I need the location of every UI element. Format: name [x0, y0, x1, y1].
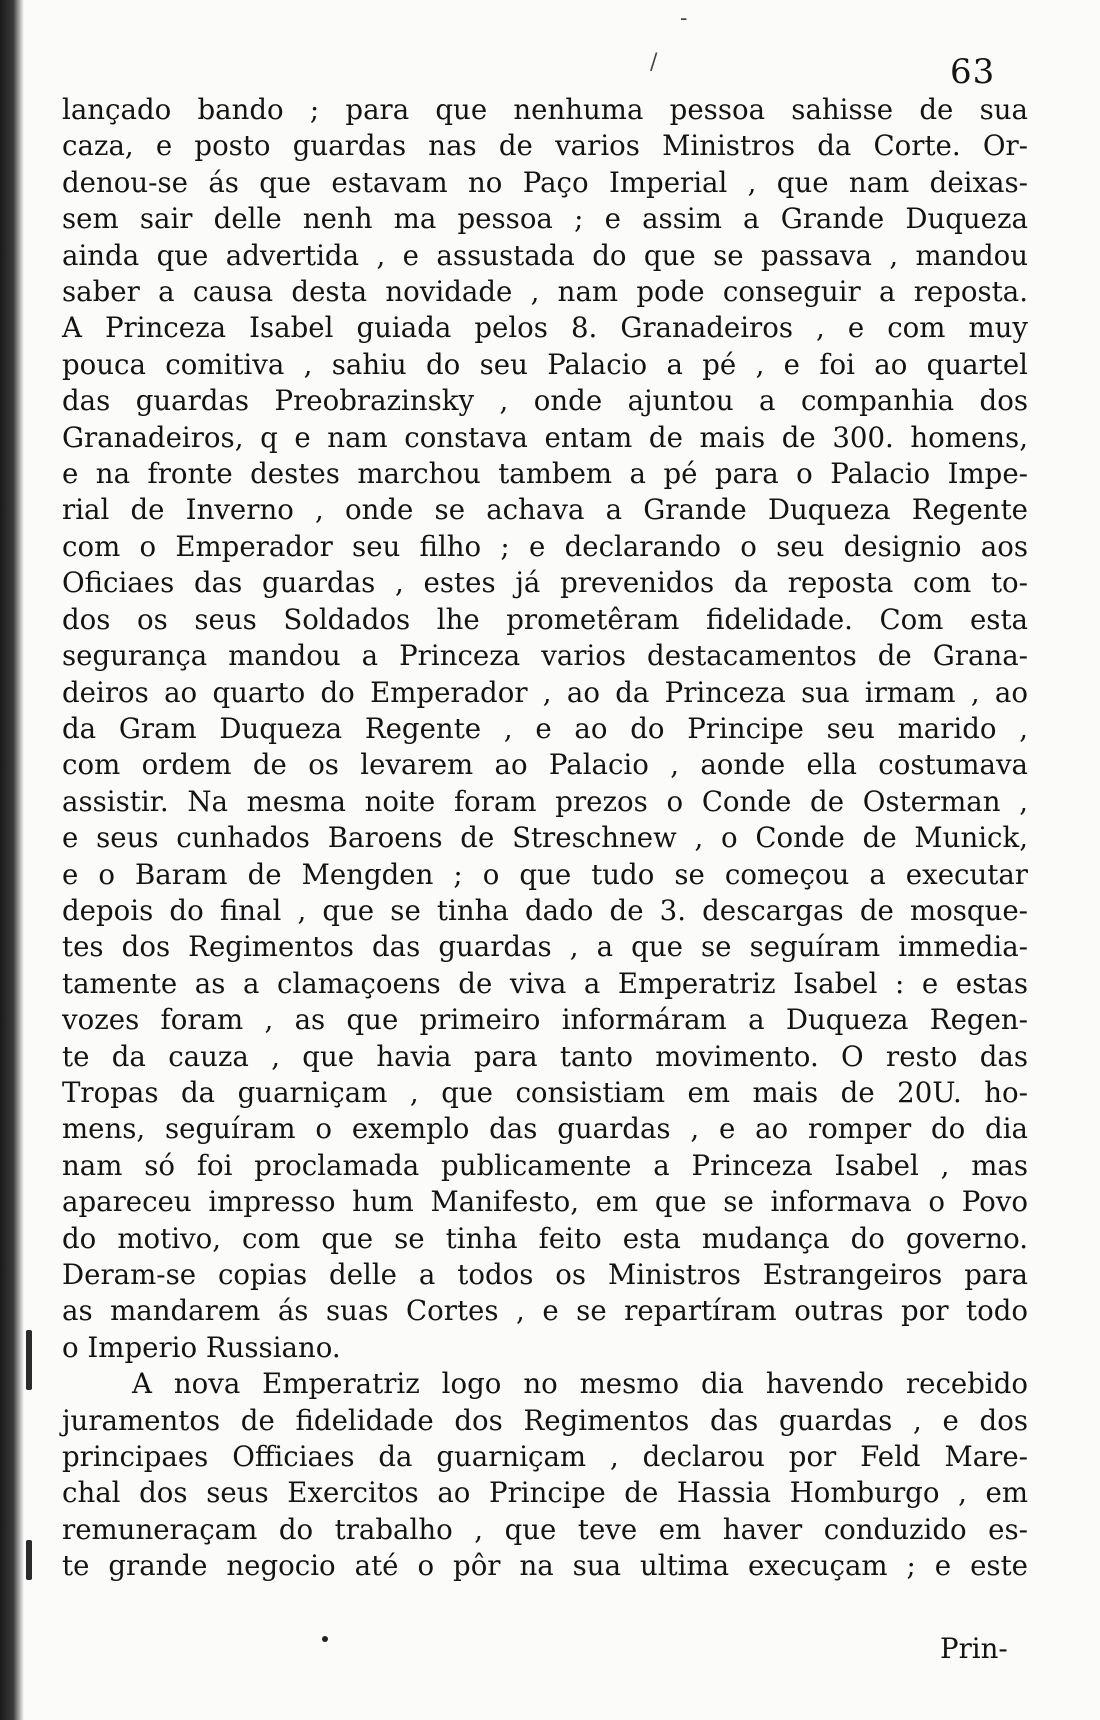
text-line: dos os seus Soldados lhe prometêram fidelidade. Com esta: [62, 602, 1028, 636]
stray-mark: -: [680, 6, 688, 31]
text-line: com o Emperador seu filho ; e declarando o seu designio aos: [62, 529, 1028, 563]
text-line: deiros ao quarto do Emperador , ao da Princeza sua irmam , ao: [62, 675, 1028, 709]
ink-spot: [322, 1636, 328, 1642]
body-text: [62, 92, 1028, 1585]
text-line: da Gram Duqueza Regente , e ao do Principe seu marido ,: [62, 711, 1028, 745]
text-line: te da cauza , que havia para tanto movimento. O resto das: [62, 1039, 1028, 1073]
stray-mark: /: [650, 50, 658, 75]
text-line: A Princeza Isabel guiada pelos 8. Granadeiros , e com muy: [62, 311, 1028, 345]
text-line: o Imperio Russiano.: [62, 1330, 341, 1364]
text-line: e seus cunhados Baroens de Streschnew , o Conde de Munick,: [62, 821, 1028, 855]
text-line: pouca comitiva , sahiu do seu Palacio a pé , e foi ao quartel: [62, 347, 1028, 381]
text-line: tamente as a clamaçoens de viva a Emperatriz Isabel : e estas: [62, 966, 1028, 1000]
text-line: apareceu impresso hum Manifesto, em que se informava o Povo: [62, 1185, 1028, 1219]
text-line: denou-se ás que estavam no Paço Imperial , que nam deixas-: [62, 165, 1028, 199]
text-line: tes dos Regimentos das guardas , a que se seguíram immedia-: [62, 930, 1028, 964]
text-line: ainda que advertida , e assustada do que se passava , mandou: [62, 238, 1028, 272]
spine-mark: [26, 1330, 32, 1390]
text-line: e o Baram de Mengden ; o que tudo se começou a executar: [62, 857, 1028, 891]
catchword: Prin-: [940, 1632, 1008, 1665]
text-line: Granadeiros, q e nam constava entam de mais de 300. homens,: [62, 420, 1028, 454]
page-spine-shadow: [0, 0, 24, 1720]
text-line: saber a causa desta novidade , nam pode conseguir a reposta.: [62, 275, 1028, 309]
text-line: lançado bando ; para que nenhuma pessoa sahisse de sua: [62, 93, 1028, 126]
text-line: segurança mandou a Princeza varios destacamentos de Grana-: [62, 639, 1028, 673]
spine-mark: [26, 1540, 32, 1580]
text-line: Tropas da guarniçam , que consistiam em mais de 20U. ho-: [62, 1075, 1028, 1109]
text-line: juramentos de fidelidade dos Regimentos das guardas , e dos: [62, 1403, 1028, 1437]
text-line: A nova Emperatriz logo no mesmo dia havendo recebido: [132, 1367, 1028, 1401]
text-line: te grande negocio até o pôr na sua ultima execuçam ; e este: [62, 1549, 1028, 1583]
text-line: principaes Officiaes da guarniçam , declarou por Feld Mare-: [62, 1440, 1028, 1474]
text-line: do motivo, com que se tinha feito esta mudança do governo.: [62, 1221, 1028, 1255]
text-line: com ordem de os levarem ao Palacio , aonde ella costumava: [62, 748, 1028, 782]
text-line: remuneraçam do trabalho , que teve em haver conduzido es-: [62, 1512, 1028, 1546]
text-line: Deram-se copias delle a todos os Ministros Estrangeiros para: [62, 1258, 1028, 1291]
text-line: Oficiaes das guardas , estes já prevenidos da reposta com to-: [62, 566, 1028, 600]
text-line: vozes foram , as que primeiro informáram a Duqueza Regen-: [62, 1003, 1028, 1037]
text-line: as mandarem ás suas Cortes , e se repartíram outras por todo: [62, 1294, 1028, 1328]
text-line: e na fronte destes marchou tambem a pé para o Palacio Impe-: [62, 457, 1028, 491]
text-line: sem sair delle nenh ma pessoa ; e assim a Grande Duqueza: [62, 202, 1028, 236]
text-line: assistir. Na mesma noite foram prezos o Conde de Osterman ,: [62, 784, 1028, 818]
page-number: 63: [950, 52, 996, 92]
text-line: nam só foi proclamada publicamente a Princeza Isabel , mas: [62, 1148, 1028, 1182]
text-line: das guardas Preobrazinsky , onde ajuntou a companhia dos: [62, 384, 1028, 418]
text-line: mens, seguíram o exemplo das guardas , e ao romper do dia: [62, 1112, 1028, 1146]
text-line: depois do final , que se tinha dado de 3. descargas de mosque-: [62, 893, 1028, 927]
text-line: rial de Inverno , onde se achava a Grande Duqueza Regente: [62, 493, 1028, 527]
text-line: caza, e posto guardas nas de varios Ministros da Corte. Or-: [62, 129, 1028, 163]
text-line: chal dos seus Exercitos ao Principe de Hassia Homburgo , em: [62, 1476, 1028, 1510]
